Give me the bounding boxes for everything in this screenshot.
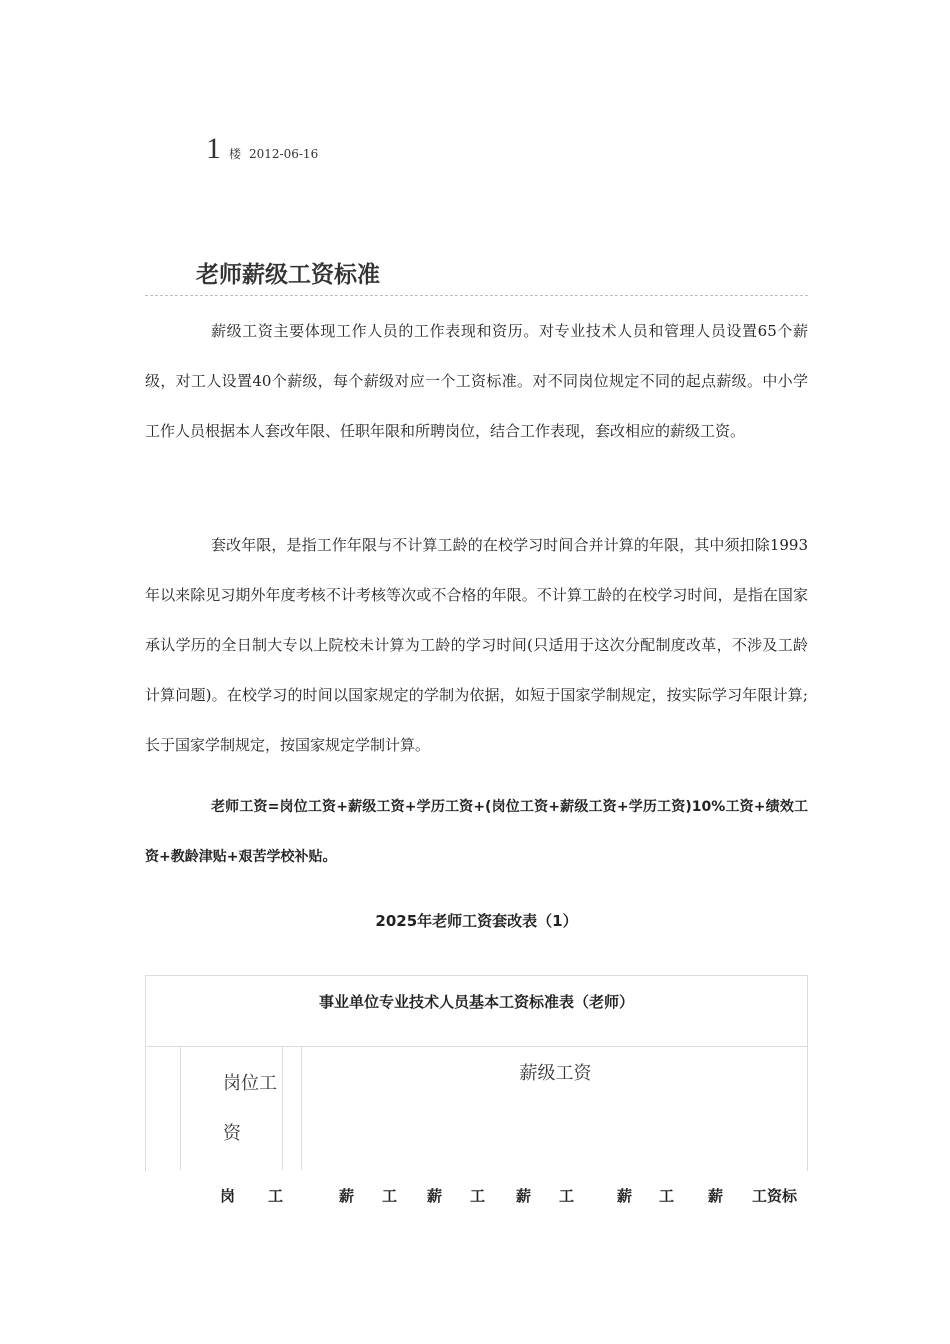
subheader-cell: 岗 — [220, 1187, 236, 1205]
post-date: 2012-06-16 — [249, 147, 319, 161]
subheader-cell: 薪 — [708, 1187, 724, 1205]
subheader-cell: 工 — [382, 1187, 398, 1205]
subheader-cell: 薪 — [516, 1187, 532, 1205]
table-caption: 2025年老师工资套改表（1） — [375, 912, 578, 930]
table-col-divider — [180, 1047, 181, 1170]
table-col-divider — [301, 1047, 302, 1170]
floor-label: 楼 — [229, 147, 242, 161]
salary-table — [145, 975, 808, 1170]
floor-number: 1 — [206, 132, 221, 165]
subheader-cell: 工资标 — [752, 1187, 798, 1205]
table-header: 事业单位专业技术人员基本工资标准表（老师） — [318, 993, 634, 1011]
paragraph-conversion-years: 套改年限，是指工作年限与不计算工龄的在校学习时间合并计算的年限，其中须扣除1993年以来除见习期外年度考核不计考核等次或不合格的年限。不计算工龄的在校学习时间，是指在国家承认学历的全日制大专以上院校未计算为工龄的学习时间(只适用于这次分配制度改革，不涉及工龄计算问题)。在校学习的时间以国家规定的学制为依据，如短于国家学制规定，按实际学习年限计算;长于国家学制规定，按国家规定学制计算。 — [145, 536, 808, 754]
title-divider — [145, 295, 808, 296]
paragraph-salary-formula: 老师工资=岗位工资+薪级工资+学历工资+(岗位工资+薪级工资+学历工资)10%工资+绩效工资+教龄津贴+艰苦学校补贴。 — [145, 799, 808, 865]
table-cell-post-salary: 岗位工资 — [223, 1073, 277, 1144]
subheader-cell: 薪 — [339, 1187, 355, 1205]
subheader-cell: 薪 — [617, 1187, 633, 1205]
subheader-cell: 工 — [268, 1187, 284, 1205]
article-title: 老师薪级工资标准 — [196, 262, 380, 288]
post-floor-meta — [206, 132, 318, 166]
subheader-cell: 工 — [559, 1187, 575, 1205]
paragraph-salary-level: 薪级工资主要体现工作人员的工作表现和资历。对专业技术人员和管理人员设置65个薪级，对工人设置40个薪级，每个薪级对应一个工资标准。对不同岗位规定不同的起点薪级。中小学工作人员根据本人套改年限、任职年限和所聘岗位，结合工作表现，套改相应的薪级工资。 — [145, 322, 808, 440]
table-cell-grade-salary: 薪级工资 — [519, 1063, 592, 1084]
subheader-cell: 工 — [470, 1187, 486, 1205]
subheader-cell: 薪 — [427, 1187, 443, 1205]
table-row-divider — [145, 1046, 808, 1047]
table-subheader-row — [145, 1185, 808, 1209]
subheader-cell: 工 — [659, 1187, 675, 1205]
